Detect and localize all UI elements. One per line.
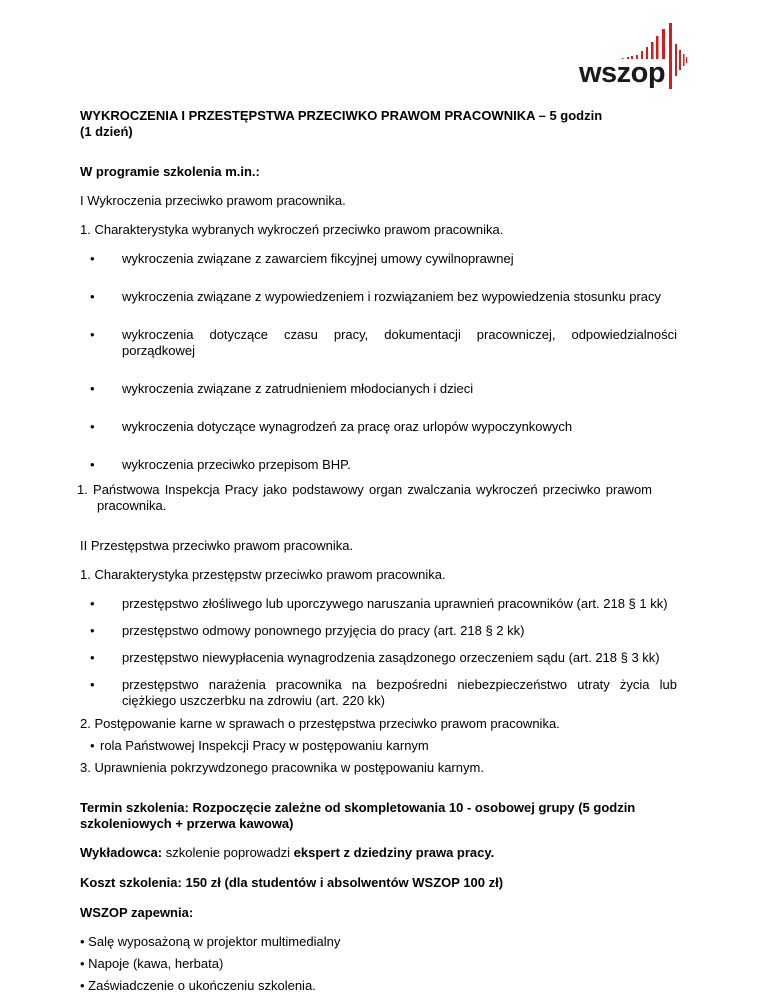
section1-heading: I Wykroczenia przeciwko prawom pracownika. (80, 193, 346, 208)
koszt-text: Koszt szkolenia: 150 zł (dla studentów i absolwentów WSZOP 100 zł) (80, 875, 504, 890)
section1-item1: 1. Charakterystyka wybranych wykroczeń przeciwko prawom pracownika. (80, 222, 504, 237)
program-heading: W programie szkolenia m.in.: (80, 164, 260, 179)
list-item: • wykroczenia dotyczące czasu pracy, dokumentacji pracowniczej, odpowiedzialności porządkowej (80, 327, 677, 359)
list-item: • przestępstwo odmowy ponownego przyjęcia do pracy (art. 218 § 2 kk) (80, 623, 677, 639)
wykladowca-line (80, 845, 677, 861)
wykladowca-label: Wykładowca: (80, 845, 163, 860)
zapewnia-item: • Salę wyposażoną w projektor multimedialny (80, 934, 341, 949)
logo-text: wszop (579, 57, 666, 89)
section1-item2: 1. Państwowa Inspekcja Pracy jako podstawowy organ zwalczania wykroczeń przeciwko prawom pracownika. (77, 482, 652, 513)
list-item: • wykroczenia związane z zatrudnieniem młodocianych i dzieci (80, 381, 677, 397)
list-item: • wykroczenia związane z wypowiedzeniem i rozwiązaniem bez wypowiedzenia stosunku pracy (80, 289, 677, 305)
section1-bullet-list (80, 251, 677, 473)
wszop-logo (578, 20, 690, 92)
zapewnia-item: • Zaświadczenie o ukończeniu szkolenia. (80, 978, 316, 993)
section2-heading: II Przestępstwa przeciwko prawom pracownika. (80, 538, 354, 553)
document-title-line2: (1 dzień) (80, 124, 133, 139)
list-item: • wykroczenia związane z zawarciem fikcyjnej umowy cywilnoprawnej (80, 251, 677, 267)
document-body (77, 108, 677, 994)
section2-item1: 1. Charakterystyka przestępstw przeciwko prawom pracownika. (80, 567, 446, 582)
document-title-line1: WYKROCZENIA I PRZESTĘPSTWA PRZECIWKO PRAWOM PRACOWNIKA – 5 godzin (80, 108, 603, 123)
list-item: • wykroczenia dotyczące wynagrodzeń za pracę oraz urlopów wypoczynkowych (80, 419, 677, 435)
list-item: • przestępstwo złośliwego lub uporczywego naruszania uprawnień pracowników (art. 218 § 1 kk) (80, 596, 677, 612)
wykladowca-text: szkolenie poprowadzi (162, 845, 294, 860)
list-item: • wykroczenia przeciwko przepisom BHP. (80, 457, 677, 473)
termin-text: Termin szkolenia: Rozpoczęcie zależne od skompletowania 10 - osobowej grupy (5 godzin szkoleniowych + przerwa kawowa) (80, 800, 636, 831)
list-item: • rola Państwowej Inspekcji Pracy w postępowaniu karnym (80, 738, 677, 754)
zapewnia-heading: WSZOP zapewnia: (80, 905, 194, 920)
section2-item3: 3. Uprawnienia pokrzywdzonego pracownika w postępowaniu karnym. (80, 760, 484, 775)
zapewnia-item: • Napoje (kawa, herbata) (80, 956, 224, 971)
section2-item2-bullets (80, 738, 677, 754)
wykladowca-bold: ekspert z dziedziny prawa pracy. (293, 845, 495, 860)
list-item: • przestępstwo niewypłacenia wynagrodzenia zasądzonego orzeczeniem sądu (art. 218 § 3 kk) (80, 650, 677, 666)
section2-bullet-list (80, 596, 677, 709)
section2-item2: 2. Postępowanie karne w sprawach o przestępstwa przeciwko prawom pracownika. (80, 716, 560, 731)
list-item: • przestępstwo narażenia pracownika na bezpośredni niebezpieczeństwo utraty życia lub ciężkiego uszczerbku na zdrowiu (art. 220 kk) (80, 677, 677, 709)
